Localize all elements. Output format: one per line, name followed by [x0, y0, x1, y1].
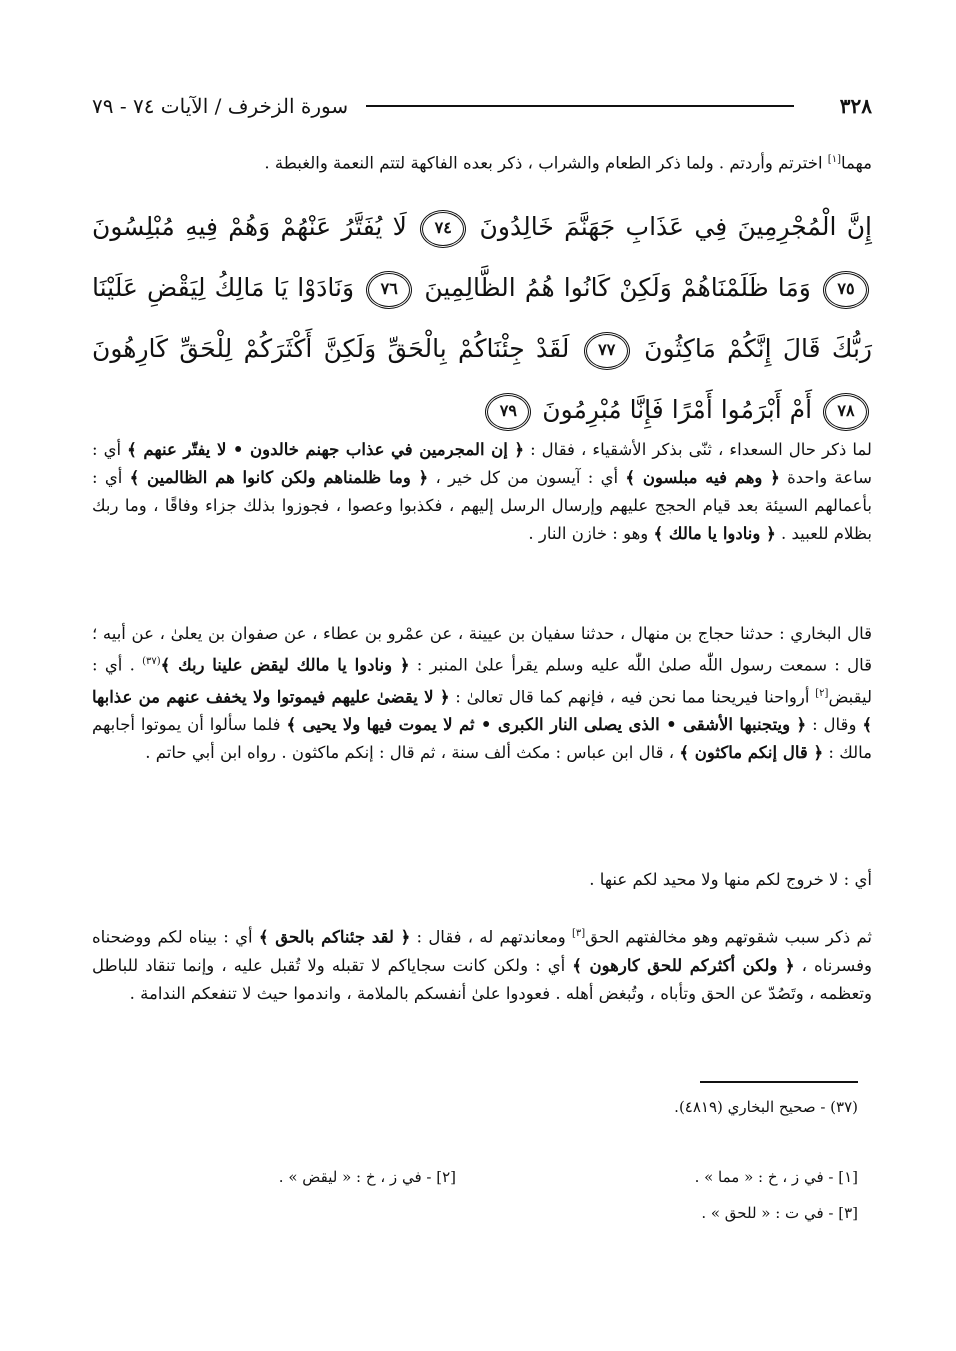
intro-line [92, 146, 872, 178]
commentary-paragraph-2 [92, 620, 872, 767]
p4-quote-2: ﴿ ولكن أكثركم للحق كارهون ﴾ [572, 955, 795, 975]
footnote-ref-1: [١] [827, 154, 841, 165]
ayah-number-77: ٧٧ [584, 332, 630, 370]
p2-quote-2: ﴿ لا يقضىٰ عليهم فيموتوا ولا يخفف عنهم من عذابها ﴾ [92, 687, 872, 734]
verse-text-75: لَا يُفَتَّرُ عَنْهُمْ وَهُمْ فِيهِ مُبْلِسُونَ [92, 212, 407, 241]
p2-text-1: قال البخاري : حدثنا حجاج بن منهال ، حدثنا سفيان بن عيينة ، عن عمْرو بن عطاء ، عن صفوان بن يعلىٰ ، عن أبيه ؛ قال : سمعت رسول اللّٰه صلىٰ اللّٰه عليه وسلم يقرأ علىٰ المنبر : [92, 624, 873, 675]
p2-quote-4: ﴿ قال إنكم ماكثون ﴾ [679, 743, 824, 762]
surah-title: سورة الزخرف / الآيات ٧٤ - ٧٩ [92, 94, 349, 118]
verse-text-78: لَقَدْ جِئْنَاكُمْ بِالْحَقِّ وَلَكِنَّ أَكْثَرَكُمْ لِلْحَقِّ كَارِهُونَ [92, 334, 570, 363]
p1-quote-4: ﴿ ونادوا يا مالك ﴾ [653, 524, 776, 543]
p1-text-5: وهو : خازن النار . [528, 524, 654, 543]
ayah-number-79: ٧٩ [485, 393, 531, 431]
quran-verses [92, 196, 872, 440]
p1-quote-2: ﴿ وهم فيه مبلسون ﴾ [625, 468, 780, 487]
p4-quote-1: ﴿ لقد جئناكم بالحق ﴾ [258, 927, 411, 947]
hadith-ref-37: (٣٧) [142, 656, 161, 667]
footnote-1: [١] - في ز ، خ : « مما » . [694, 1168, 858, 1186]
header-rule [366, 105, 794, 107]
verse-text-79: أَمْ أَبْرَمُوا أَمْرًا فَإِنَّا مُبْرِمُونَ [542, 395, 813, 424]
p4-text-2: ومعاندتهم له ، فقال : [410, 927, 572, 947]
commentary-paragraph-1 [92, 436, 872, 548]
p2-text-5: فلما سألوا أن يموتوا أجابهم مالك : [92, 715, 872, 762]
p1-text-3: أي : آيسون من كل خير ، [428, 468, 626, 487]
verse-text-74: إِنَّ الْمُجْرِمِينَ فِي عَذَابِ جَهَنَّمَ خَالِدُونَ [479, 212, 872, 241]
verse-text-76: وَمَا ظَلَمْنَاهُمْ وَلَكِنْ كَانُوا هُمُ الظَّالِمِينَ [424, 273, 811, 302]
p1-text-2: أي : ساعة واحدة [92, 440, 872, 487]
p1-text-1: لما ذكر حال السعداء ، ثنّى بذكر الأشقياء ، فقال : [524, 440, 872, 459]
p1-quote-3: ﴿ وما ظلمناهم ولكن كانوا هم الظالمين ﴾ [129, 468, 429, 487]
ayah-number-78: ٧٨ [823, 393, 869, 431]
footnote-hadith-37: (٣٧) - صحيح البخاري (٤٨١٩). [674, 1098, 858, 1116]
footnote-ref-3: [٣] [571, 928, 586, 939]
commentary-paragraph-4 [92, 920, 872, 1008]
ayah-number-76: ٧٦ [366, 271, 412, 309]
footnote-ref-2: [٢] [815, 687, 829, 699]
p2-text-4: وقال : [806, 715, 863, 734]
footnote-3: [٣] - في ت : « للحق » . [701, 1204, 858, 1222]
p1-quote-1: ﴿ إن المجرمين في عذاب جهنم خالدون • لا يفتّر عنهم ﴾ [127, 440, 525, 459]
ayah-number-75: ٧٥ [823, 271, 869, 309]
footnote-separator [700, 1081, 858, 1083]
footnote-2: [٢] - في ز ، خ : « ليقض » . [278, 1168, 456, 1186]
intro-text: اخترتم وأردتم . ولما ذكر الطعام والشراب ، ذكر بعده الفاكهة لتتم النعمة والغبطة . [264, 153, 828, 173]
p2-text-3: أرواحنا فيريحنا مما نحن فيه ، فإنهم كما قال تعالىٰ : [449, 687, 816, 706]
p2-text-2: . أي : ليقبض [92, 655, 872, 706]
p2-quote-1: ﴿ ونادوا يا مالك ليقض علينا ربك ﴾ [160, 655, 410, 675]
ayah-number-74: ٧٤ [420, 210, 466, 248]
commentary-paragraph-3: أي : لا خروج لكم منها ولا محيد لكم عنها . [589, 870, 872, 889]
page-header [92, 86, 872, 126]
page-number: ٣٢٨ [839, 94, 872, 118]
p4-text-4: أي : ولكن كانت سجاياكم لا تقبله ولا تُقبل عليه ، وإنما تنقاد للباطل وتعظمه ، وتَصُدّ عن الحق وتأباه ، وتُبغض أهله . فعودوا علىٰ أنفسكم بالملامة ، واندموا حيث لا تنفعكم الندامة . [92, 955, 872, 1003]
p2-quote-3: ﴿ ويتجنبها الأشقى • الذى يصلى النار الكبرى • ثم لا يموت فيها ولا يحيى ﴾ [286, 715, 807, 734]
p1-text-4: أي : بأعمالهم السيئة بعد قيام الحجج عليهم وإرسال الرسل إليهم ، فكذبوا وعصوا ، فجوزوا بذلك جزاء وفاقًا ، وما ربك بظلام للعبيد . [92, 468, 872, 543]
p2-text-6: ، قال ابن عباس : مكث ألف سنة ، ثم قال : إنكم ماكثون . رواه ابن أبي حاتم . [145, 743, 680, 762]
p4-text-3: أي : بيناه لكم ووضحناه وفسرناه ، [92, 927, 872, 975]
verse-text-77: وَنَادَوْا يَا مَالِكُ لِيَقْضِ عَلَيْنَا رَبُّكَ قَالَ إِنَّكُمْ مَاكِثُونَ [92, 273, 873, 363]
intro-word: مهما [840, 153, 872, 173]
p4-text-1: ثم ذكر سبب شقوتهم وهو مخالفتهم الحق [585, 927, 873, 947]
